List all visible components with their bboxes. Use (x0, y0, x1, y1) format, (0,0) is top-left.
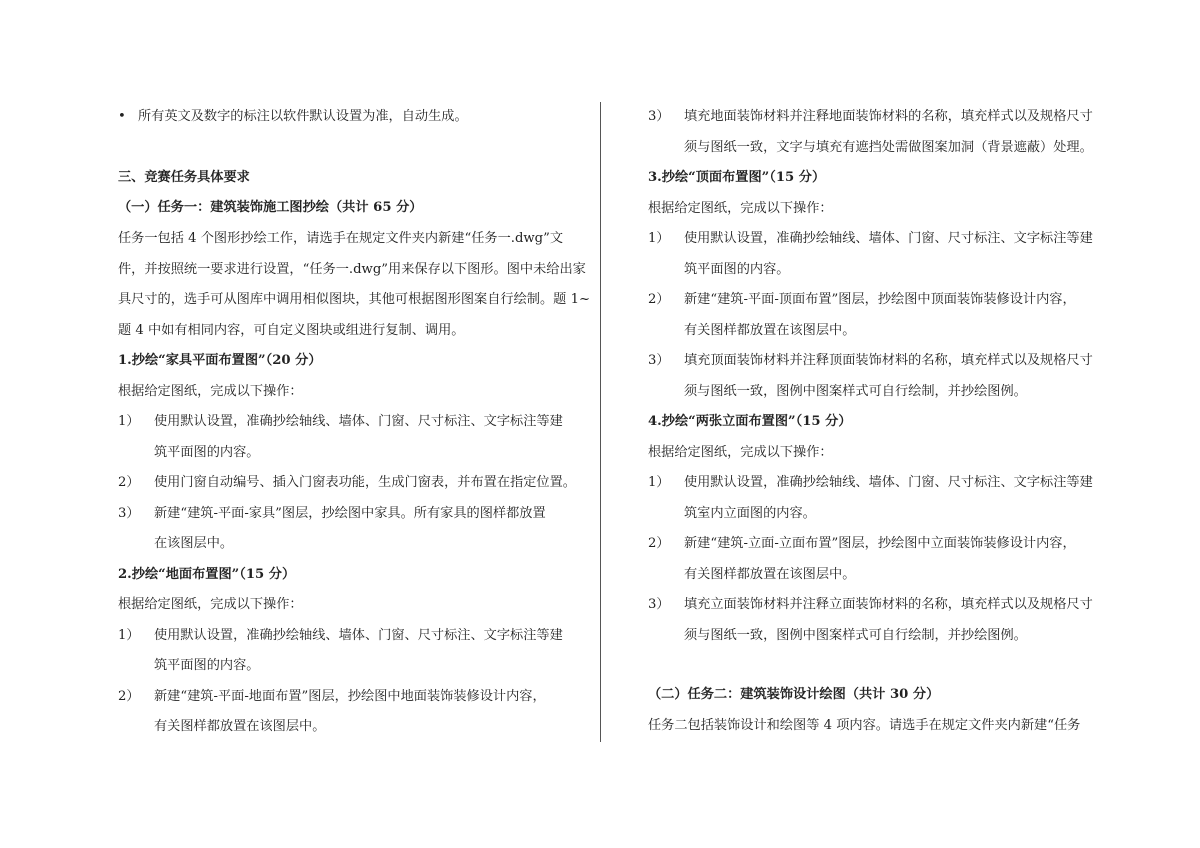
item-number: 2） (648, 536, 670, 551)
bullet-text: 所有英文及数字的标注以软件默认设置为准，自动生成。 (138, 109, 468, 124)
item-number: 2） (648, 292, 670, 307)
item-number: 3） (648, 597, 670, 612)
item-text: 筑平面图的内容。 (154, 445, 260, 460)
subheading-1: 1.抄绘“家具平面布置图”（20 分） (118, 353, 322, 368)
item-text: 使用门窗自动编号、插入门窗表功能，生成门窗表，并布置在指定位置。 (154, 475, 576, 490)
item-number: 1） (648, 231, 670, 246)
task1-para-line: 任务一包括 4 个图形抄绘工作，请选手在规定文件夹内新建“任务一.dwg”文 (118, 231, 564, 246)
item-number: 1） (648, 475, 670, 490)
subheading-3: 3.抄绘“顶面布置图”（15 分） (648, 170, 826, 185)
task2-para-line: 任务二包括装饰设计和绘图等 4 项内容。请选手在规定文件夹内新建“任务 (648, 718, 1081, 733)
item-number: 3） (648, 109, 670, 124)
subheading-2: 2.抄绘“地面布置图”（15 分） (118, 567, 296, 582)
item-text: 新建“建筑-平面-地面布置”图层，抄绘图中地面装饰装修设计内容， (154, 689, 546, 704)
item-text: 新建“建筑-平面-顶面布置”图层，抄绘图中顶面装饰装修设计内容， (684, 292, 1076, 307)
item-text: 使用默认设置，准确抄绘轴线、墙体、门窗、尺寸标注、文字标注等建 (684, 231, 1093, 246)
task1-para-line: 题 4 中如有相同内容，可自定义图块或组进行复制、调用。 (118, 323, 465, 338)
item-text: 须与图纸一致，图例中图案样式可自行绘制，并抄绘图例。 (684, 628, 1027, 643)
task2-heading: （二）任务二：建筑装饰设计绘图（共计 30 分） (648, 687, 940, 702)
item-number: 2） (118, 475, 140, 490)
item-text: 使用默认设置，准确抄绘轴线、墙体、门窗、尺寸标注、文字标注等建 (684, 475, 1093, 490)
task1-para-line: 具尺寸的，选手可从图库中调用相似图块，其他可根据图形图案自行绘制。题 1~ (118, 292, 591, 307)
item-text: 在该图层中。 (154, 536, 234, 551)
item-text: 使用默认设置，准确抄绘轴线、墙体、门窗、尺寸标注、文字标注等建 (154, 628, 563, 643)
item-text: 须与图纸一致，文字与填充有遮挡处需做图案加洞（背景遮蔽）处理。 (684, 140, 1093, 155)
item-text: 有关图样都放置在该图层中。 (154, 719, 326, 734)
item-text: 填充立面装饰材料并注释立面装饰材料的名称，填充样式以及规格尺寸 (684, 597, 1093, 612)
item-text: 有关图样都放置在该图层中。 (684, 323, 856, 338)
item-text: 须与图纸一致，图例中图案样式可自行绘制，并抄绘图例。 (684, 384, 1027, 399)
intro-text: 根据给定图纸，完成以下操作： (648, 201, 833, 216)
intro-text: 根据给定图纸，完成以下操作： (118, 384, 303, 399)
column-divider (600, 102, 601, 742)
subheading-4: 4.抄绘“两张立面布置图”（15 分） (648, 414, 852, 429)
item-text: 筑室内立面图的内容。 (684, 506, 816, 521)
item-number: 2） (118, 689, 140, 704)
bullet-mark: • (118, 109, 126, 124)
item-text: 填充顶面装饰材料并注释顶面装饰材料的名称，填充样式以及规格尺寸 (684, 353, 1093, 368)
intro-text: 根据给定图纸，完成以下操作： (118, 597, 303, 612)
item-text: 使用默认设置，准确抄绘轴线、墙体、门窗、尺寸标注、文字标注等建 (154, 414, 563, 429)
item-number: 3） (648, 353, 670, 368)
task1-heading: （一）任务一：建筑装饰施工图抄绘（共计 65 分） (118, 200, 423, 215)
item-number: 1） (118, 628, 140, 643)
item-number: 3） (118, 506, 140, 521)
item-text: 填充地面装饰材料并注释地面装饰材料的名称，填充样式以及规格尺寸 (684, 109, 1093, 124)
item-text: 新建“建筑-平面-家具”图层，抄绘图中家具。所有家具的图样都放置 (154, 506, 546, 521)
item-text: 新建“建筑-立面-立面布置”图层，抄绘图中立面装饰装修设计内容， (684, 536, 1076, 551)
task1-para-line: 件，并按照统一要求进行设置，“任务一.dwg”用来保存以下图形。图中未给出家 (118, 262, 586, 277)
item-text: 有关图样都放置在该图层中。 (684, 567, 856, 582)
item-text: 筑平面图的内容。 (684, 262, 790, 277)
item-number: 1） (118, 414, 140, 429)
section-heading: 三、竞赛任务具体要求 (118, 170, 250, 185)
intro-text: 根据给定图纸，完成以下操作： (648, 445, 833, 460)
item-text: 筑平面图的内容。 (154, 658, 260, 673)
